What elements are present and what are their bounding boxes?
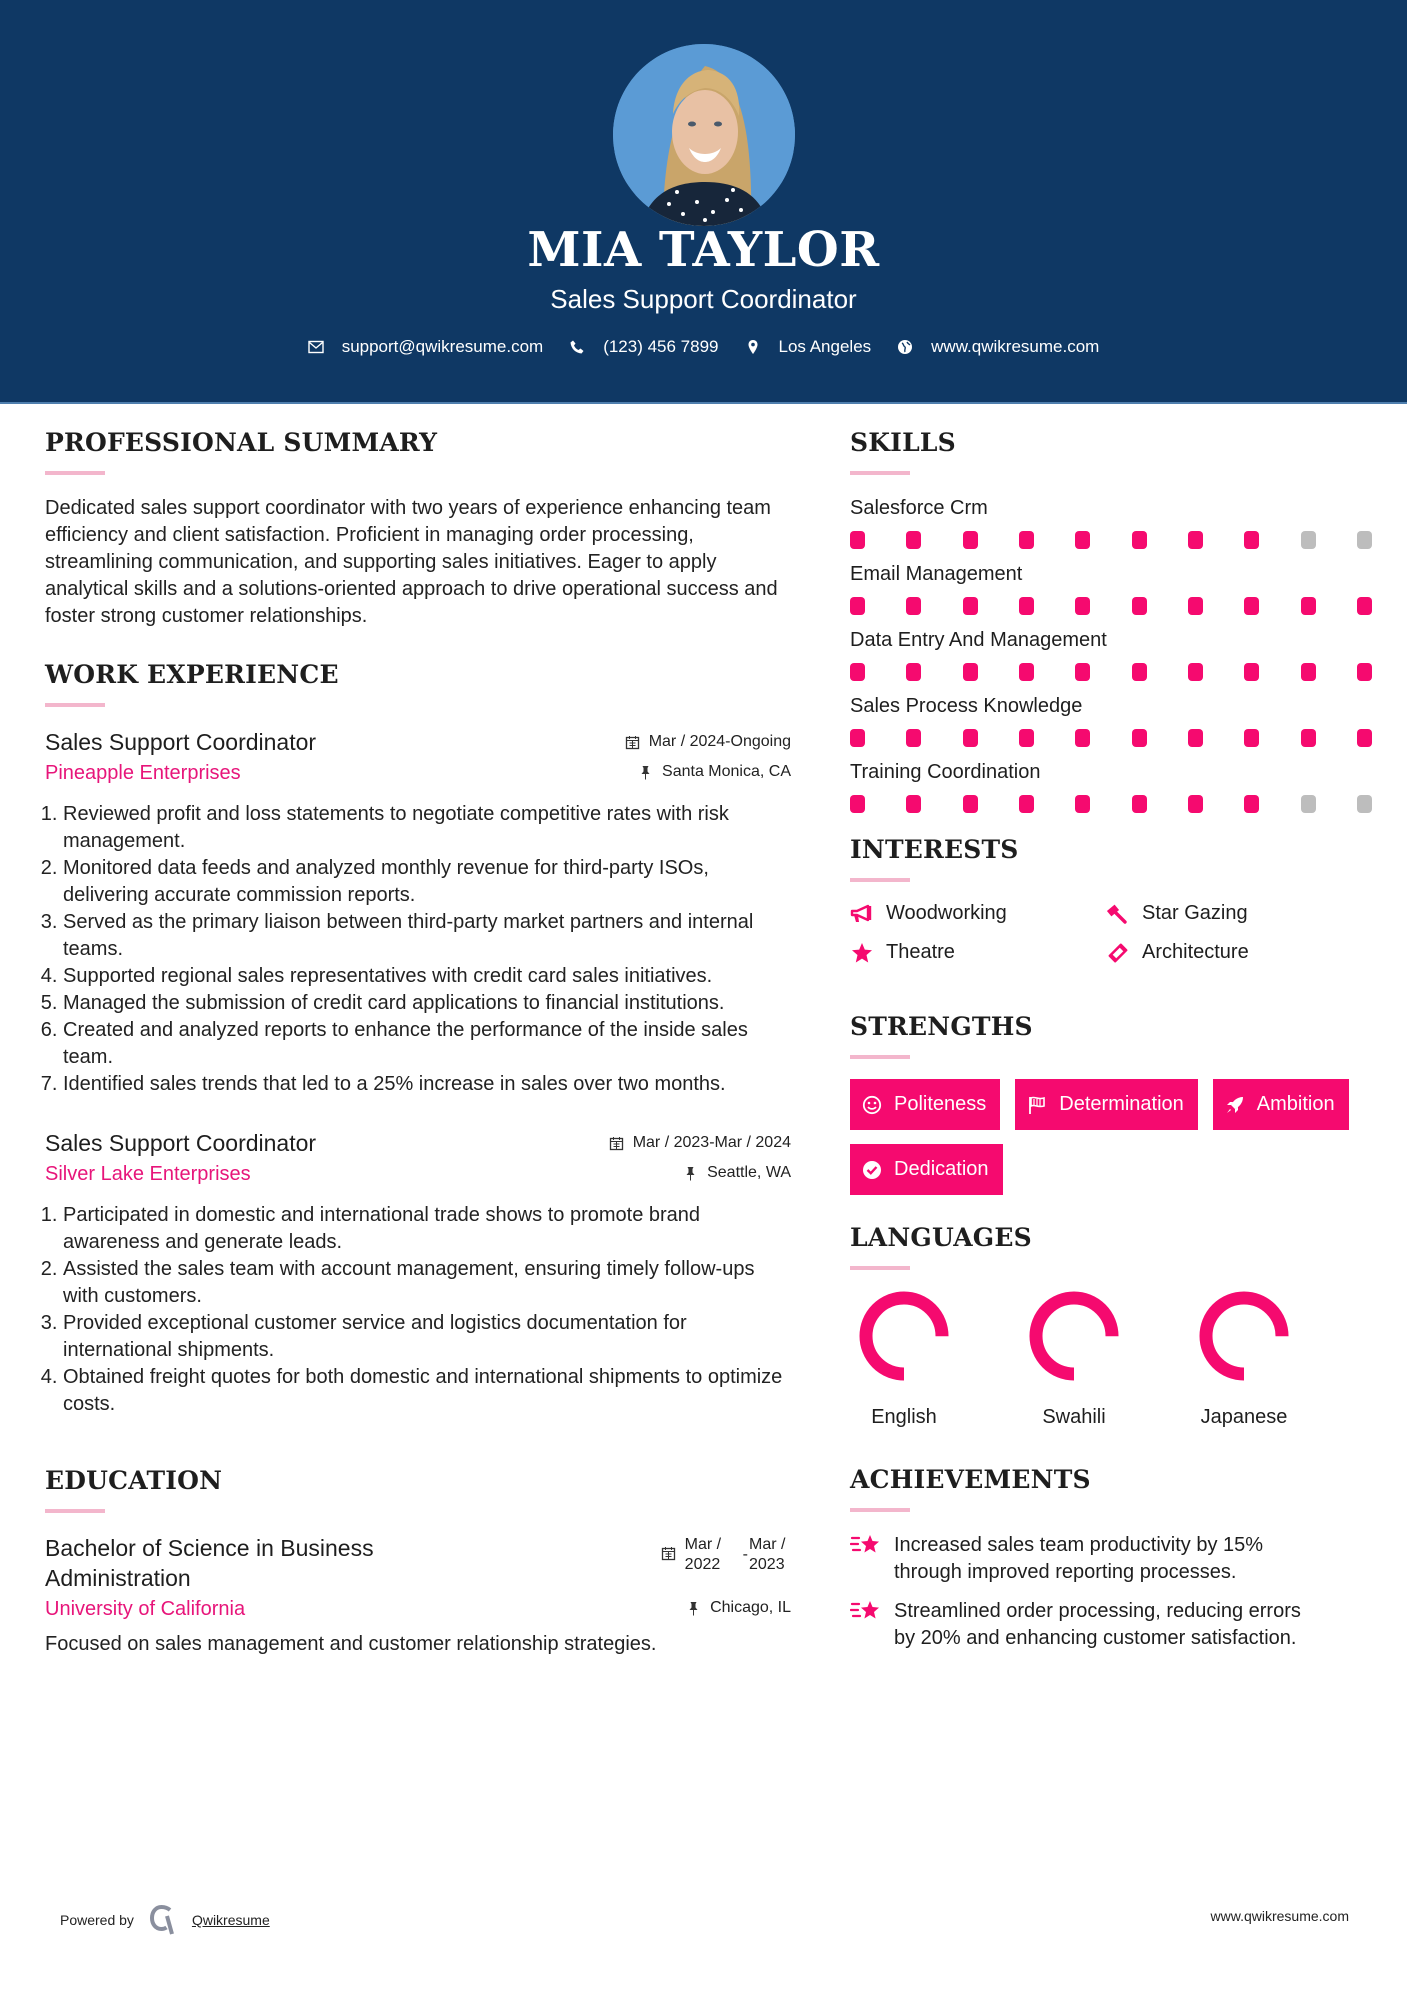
section-heading: SKILLS [850,428,956,457]
rating-dot-filled [1188,795,1203,813]
professional-summary-section [45,430,791,630]
languages-section [850,1225,1370,1429]
contact-phone[interactable] [569,337,718,357]
achievement-item: Streamlined order processing, reducing errors by 20% and enhancing customer satisfaction. [850,1598,1370,1652]
rating-dot-filled [1301,597,1316,615]
job-entry [45,1128,791,1418]
section-divider [850,471,910,475]
company-name: Pineapple Enterprises [45,762,241,784]
job-location: Seattle, WA [683,1164,791,1182]
job-location: Santa Monica, CA [638,763,791,781]
section-divider [45,471,105,475]
rating-dot-filled [850,795,865,813]
language-progress-ring [1198,1290,1290,1382]
calendar-icon [609,1136,624,1151]
rating-dot-filled [1301,729,1316,747]
contact-location [745,337,872,357]
strength-badge: Ambition [1213,1079,1349,1130]
job-bullets [45,1202,791,1418]
powered-by: Powered by Qwikresume [60,1904,270,1936]
achievements-list [850,1532,1370,1652]
skill-item [850,627,1370,681]
bullet-item: 3. Provided exceptional customer service and logistics documentation for international shipments. [63,1310,791,1364]
rating-dot-filled [1244,531,1259,549]
pushpin-icon [638,765,653,780]
strength-badge: Determination [1015,1079,1198,1130]
education-section [45,1468,791,1658]
language-progress-ring [858,1290,950,1382]
section-divider [45,703,105,707]
contact-website-text: www.qwikresume.com [931,337,1100,356]
skill-rating [850,729,1372,747]
bullet-item: 6. Created and analyzed reports to enhance the performance of the inside sales team. [63,1017,791,1071]
education-location: Chicago, IL [686,1599,791,1617]
company-name: Silver Lake Enterprises [45,1163,251,1185]
job-entry [45,727,791,1098]
education-dates: Mar / 2022 - Mar / 2023 [661,1535,791,1575]
language-item [1020,1290,1190,1429]
section-heading: INTERESTS [850,835,1019,864]
section-heading: EDUCATION [45,1466,223,1495]
rating-dot-empty [1301,795,1316,813]
skill-rating [850,597,1372,615]
shooting-star-icon [850,1532,884,1560]
skill-name: Salesforce Crm [850,497,988,519]
language-progress-ring [1028,1290,1120,1382]
rating-dot-filled [1075,531,1090,549]
language-name: English [871,1406,937,1428]
rating-dot-filled [850,663,865,681]
bullet-item: 3. Served as the primary liaison between third-party market partners and internal teams. [63,909,791,963]
rating-dot-filled [1357,729,1372,747]
rating-dot-filled [906,663,921,681]
bullet-item: 5. Managed the submission of credit card applications to financial institutions. [63,990,791,1017]
section-divider [45,1509,105,1513]
interests-list [850,902,1370,964]
map-marker-icon [745,339,761,355]
check-circle-icon [862,1160,882,1180]
calendar-icon [625,735,640,750]
star-icon [850,942,874,964]
ticket-icon [1106,942,1130,964]
bullet-item: 4. Supported regional sales representatives with credit card sales initiatives. [63,963,791,990]
rating-dot-filled [1132,795,1147,813]
portrait-image [613,44,795,226]
achievements-section [850,1467,1370,1652]
rating-dot-filled [1075,795,1090,813]
rating-dot-filled [1132,597,1147,615]
rating-dot-filled [963,531,978,549]
calendar-icon [661,1546,676,1561]
rating-dot-filled [1132,663,1147,681]
degree-title: Bachelor of Science in Business Administration [45,1535,374,1591]
rating-dot-filled [850,597,865,615]
job-bullets [45,801,791,1098]
rating-dot-filled [1244,729,1259,747]
skill-item [850,759,1370,813]
rating-dot-filled [1357,597,1372,615]
rating-dot-filled [1075,663,1090,681]
skill-rating [850,531,1372,549]
strength-badge: Dedication [850,1144,1003,1195]
bullet-item: 2. Assisted the sales team with account management, ensuring timely follow-ups with customers. [63,1256,791,1310]
rating-dot-filled [1019,795,1034,813]
contact-bar [0,337,1407,357]
skills-list [850,495,1370,813]
rating-dot-filled [1301,663,1316,681]
rating-dot-filled [1244,597,1259,615]
footer-url[interactable]: www.qwikresume.com [1210,1908,1349,1924]
contact-email-text: support@qwikresume.com [341,337,544,356]
section-heading: LANGUAGES [850,1223,1032,1252]
rating-dot-filled [1357,663,1372,681]
rating-dot-filled [1132,531,1147,549]
school-name: University of California [45,1598,246,1620]
rating-dot-filled [963,663,978,681]
interest-item: Architecture [1106,941,1362,964]
rating-dot-filled [850,729,865,747]
interest-item: Theatre [850,941,1106,964]
rating-dot-filled [1019,531,1034,549]
interests-section [850,837,1370,964]
skill-item [850,693,1370,747]
gavel-icon [1106,903,1130,925]
language-name: Swahili [1042,1406,1106,1428]
contact-location-text: Los Angeles [778,337,872,356]
candidate-name: MIA TAYLOR [527,222,880,278]
section-divider [850,1266,910,1270]
rating-dot-empty [1357,531,1372,549]
section-divider [850,1055,910,1059]
section-heading: WORK EXPERIENCE [45,660,339,689]
contact-website[interactable] [897,337,1099,357]
bullet-item: 7. Identified sales trends that led to a 25% increase in sales over two months. [63,1071,791,1098]
rating-dot-filled [906,795,921,813]
rating-dot-filled [906,729,921,747]
rating-dot-empty [1357,795,1372,813]
achievement-item: Increased sales team productivity by 15% through improved reporting processes. [850,1532,1370,1586]
work-experience-section [45,662,791,1418]
strength-badge: Politeness [850,1079,1000,1130]
interest-item: Star Gazing [1106,902,1362,925]
job-dates: Mar / 2024-Ongoing [625,733,791,751]
resume-header [0,0,1407,404]
interest-item: Woodworking [850,902,1106,925]
job-title: Sales Support Coordinator [45,729,317,755]
page-footer [0,1900,1407,1930]
left-column [45,430,791,1658]
rating-dot-filled [1244,795,1259,813]
globe-icon [897,339,913,355]
profile-photo [613,44,795,226]
bullet-item: 4. Obtained freight quotes for both domestic and international shipments to optimize costs. [63,1364,791,1418]
language-item [1190,1290,1360,1429]
shooting-star-icon [850,1598,884,1626]
section-divider [850,1508,910,1512]
rating-dot-filled [1244,663,1259,681]
rating-dot-filled [1132,729,1147,747]
contact-email[interactable] [308,337,544,357]
rating-dot-filled [850,531,865,549]
rating-dot-filled [1188,729,1203,747]
bullet-item: 1. Participated in domestic and international trade shows to promote brand awareness and generate leads. [63,1202,791,1256]
qwikresume-logo-icon [148,1904,178,1936]
skill-item [850,561,1370,615]
rating-dot-filled [1019,597,1034,615]
rating-dot-filled [906,531,921,549]
skill-name: Sales Process Knowledge [850,695,1083,717]
job-dates: Mar / 2023-Mar / 2024 [609,1134,791,1152]
rating-dot-empty [1301,531,1316,549]
skill-name: Email Management [850,563,1023,585]
skill-item [850,495,1370,549]
rating-dot-filled [906,597,921,615]
right-column [850,430,1370,1664]
skill-name: Training Coordination [850,761,1041,783]
bullet-item: 2. Monitored data feeds and analyzed monthly revenue for third-party ISOs, delivering accurate commission reports. [63,855,791,909]
bullet-item: 1. Reviewed profit and loss statements to negotiate competitive rates with risk management. [63,801,791,855]
languages-list [850,1290,1370,1429]
flag-icon [1027,1095,1047,1115]
qwikresume-link[interactable]: Qwikresume [191,1912,270,1928]
rating-dot-filled [1188,597,1203,615]
phone-icon [569,339,585,355]
rating-dot-filled [1019,663,1034,681]
contact-phone-text: (123) 456 7899 [603,337,719,356]
rating-dot-filled [963,795,978,813]
rating-dot-filled [1188,663,1203,681]
summary-text: Dedicated sales support coordinator with two years of experience enhancing team efficiency and client satisfaction. Proficient in managing order processing, streamlining communication, and supporting sales initiatives. Eager to apply analytical skills and a solutions-oriented approach to drive operational success and foster strong customer relationships. [45,497,778,627]
candidate-title: Sales Support Coordinator [550,284,857,314]
skill-rating [850,795,1372,813]
rating-dot-filled [1019,729,1034,747]
section-heading: STRENGTHS [850,1012,1033,1041]
bullhorn-icon [850,903,874,925]
pushpin-icon [686,1601,701,1616]
section-divider [850,878,910,882]
language-name: Japanese [1200,1406,1288,1428]
pushpin-icon [683,1166,698,1181]
rating-dot-filled [963,729,978,747]
rating-dot-filled [1075,597,1090,615]
job-title: Sales Support Coordinator [45,1130,317,1156]
rocket-icon [1225,1095,1245,1115]
rating-dot-filled [963,597,978,615]
skill-rating [850,663,1372,681]
rating-dot-filled [1075,729,1090,747]
section-heading: PROFESSIONAL SUMMARY [45,428,438,457]
section-heading: ACHIEVEMENTS [850,1465,1091,1494]
strengths-section [850,1014,1370,1195]
strengths-list [850,1079,1370,1195]
language-item [850,1290,1020,1429]
envelope-icon [308,339,324,355]
skills-section [850,430,1370,813]
smile-icon [862,1095,882,1115]
rating-dot-filled [1188,531,1203,549]
skill-name: Data Entry And Management [850,629,1107,651]
education-description: Focused on sales management and customer relationship strategies. [45,1633,657,1655]
